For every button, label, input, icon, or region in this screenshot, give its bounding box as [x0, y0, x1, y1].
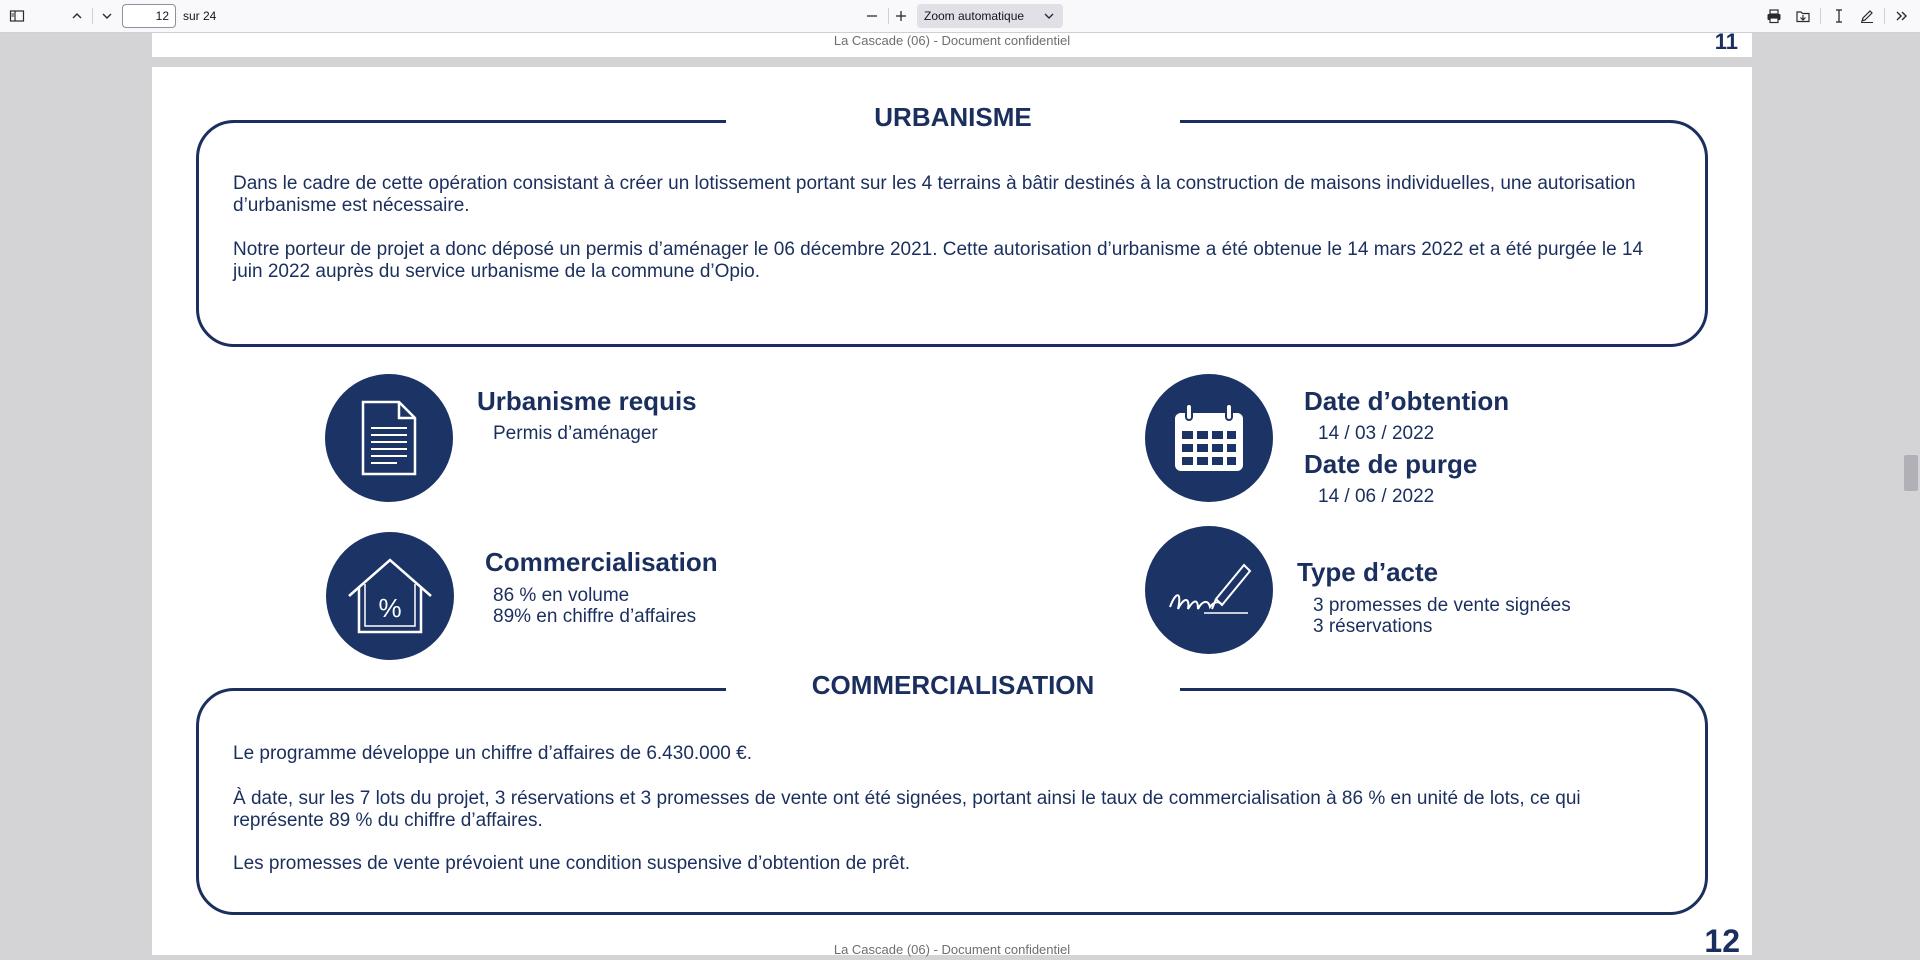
- chevron-down-icon: [1043, 10, 1055, 25]
- type-acte-promesses-value: 3 promesses de vente signées: [1313, 595, 1571, 616]
- date-purge-value: 14 / 06 / 2022: [1318, 486, 1435, 507]
- page-number-previous: 11: [1714, 29, 1738, 54]
- commercialisation-paragraph-1: Le programme développe un chiffre d’affaires de 6.430.000 €.: [233, 743, 752, 764]
- date-obtention-title: Date d’obtention: [1304, 386, 1510, 416]
- sidebar-toggle-icon[interactable]: [6, 4, 28, 28]
- urbanisme-paragraph-2: Notre porteur de projet a donc déposé un permis d’aménager le 06 décembre 2021. Cette autorisation d’urbanisme a été obtenue le 14 mars 2022 et a été purgée le 14 juin 2022 auprès du service urbanisme de la commune d’Opio.: [233, 239, 1644, 282]
- page-total-label: sur 24: [183, 9, 217, 23]
- toolbar-divider: [1884, 8, 1885, 24]
- more-tools-icon[interactable]: [1890, 4, 1912, 28]
- pdf-page: [152, 67, 1752, 959]
- pdf-page-previous: [152, 29, 1752, 57]
- toolbar-divider: [888, 8, 889, 24]
- next-page-icon[interactable]: [96, 4, 118, 28]
- type-acte-title: Type d’acte: [1297, 557, 1439, 587]
- commercialisation-paragraph-3: Les promesses de vente prévoient une condition suspensive d’obtention de prêt.: [233, 853, 911, 874]
- commercialisation-ca-value: 89% en chiffre d’affaires: [493, 606, 697, 627]
- text-cursor-icon[interactable]: [1828, 4, 1850, 28]
- urbanisme-requis-title: Urbanisme requis: [477, 386, 697, 416]
- page-number-input[interactable]: [122, 4, 176, 28]
- urbanisme-requis-value: Permis d’aménager: [493, 423, 658, 444]
- zoom-select[interactable]: [917, 4, 1063, 28]
- urbanisme-title: URBANISME: [726, 102, 1180, 133]
- toolbar-divider: [1820, 8, 1821, 24]
- page-footer: La Cascade (06) - Document confidentiel: [833, 942, 1071, 957]
- document-icon: [325, 374, 453, 502]
- zoom-out-icon[interactable]: [861, 4, 883, 28]
- print-icon[interactable]: [1763, 4, 1785, 28]
- type-acte-reservations-value: 3 réservations: [1313, 616, 1433, 637]
- viewer-scrollbar[interactable]: [1902, 33, 1920, 955]
- commercialisation-highlight-title: Commercialisation: [485, 547, 718, 577]
- page-footer: La Cascade (06) - Document confidentiel: [833, 33, 1071, 48]
- date-obtention-value: 14 / 03 / 2022: [1318, 423, 1435, 444]
- zoom-in-icon[interactable]: [890, 4, 912, 28]
- previous-page-icon[interactable]: [66, 4, 88, 28]
- house-percent-icon: [326, 532, 454, 660]
- urbanisme-section: [196, 120, 1708, 347]
- page-number: 12: [1704, 923, 1740, 959]
- urbanisme-paragraph-1: Dans le cadre de cette opération consistant à créer un lotissement portant sur les 4 terrains à bâtir destinés à la construction de maisons individuelles, une autorisation d’urbanisme est nécessaire.: [233, 173, 1636, 216]
- draw-icon[interactable]: [1856, 4, 1878, 28]
- save-icon[interactable]: [1792, 4, 1814, 28]
- toolbar-divider: [92, 8, 93, 24]
- commercialisation-title: COMMERCIALISATION: [726, 670, 1180, 701]
- pdf-toolbar: [0, 0, 1920, 33]
- commercialisation-volume-value: 86 % en volume: [493, 585, 630, 606]
- signature-icon: [1145, 526, 1273, 654]
- scrollbar-thumb[interactable]: [1904, 455, 1918, 491]
- date-purge-title: Date de purge: [1304, 449, 1478, 479]
- commercialisation-paragraph-2: À date, sur les 7 lots du projet, 3 réservations et 3 promesses de vente ont été signées, portant ainsi le taux de commercialisation à 86 % en unité de lots, ce qui représente 89 % du chiffre d’affaires.: [233, 788, 1581, 831]
- zoom-select-value: Zoom automatique: [924, 9, 1025, 23]
- svg-text:%: %: [378, 593, 402, 623]
- calendar-icon: [1145, 374, 1273, 502]
